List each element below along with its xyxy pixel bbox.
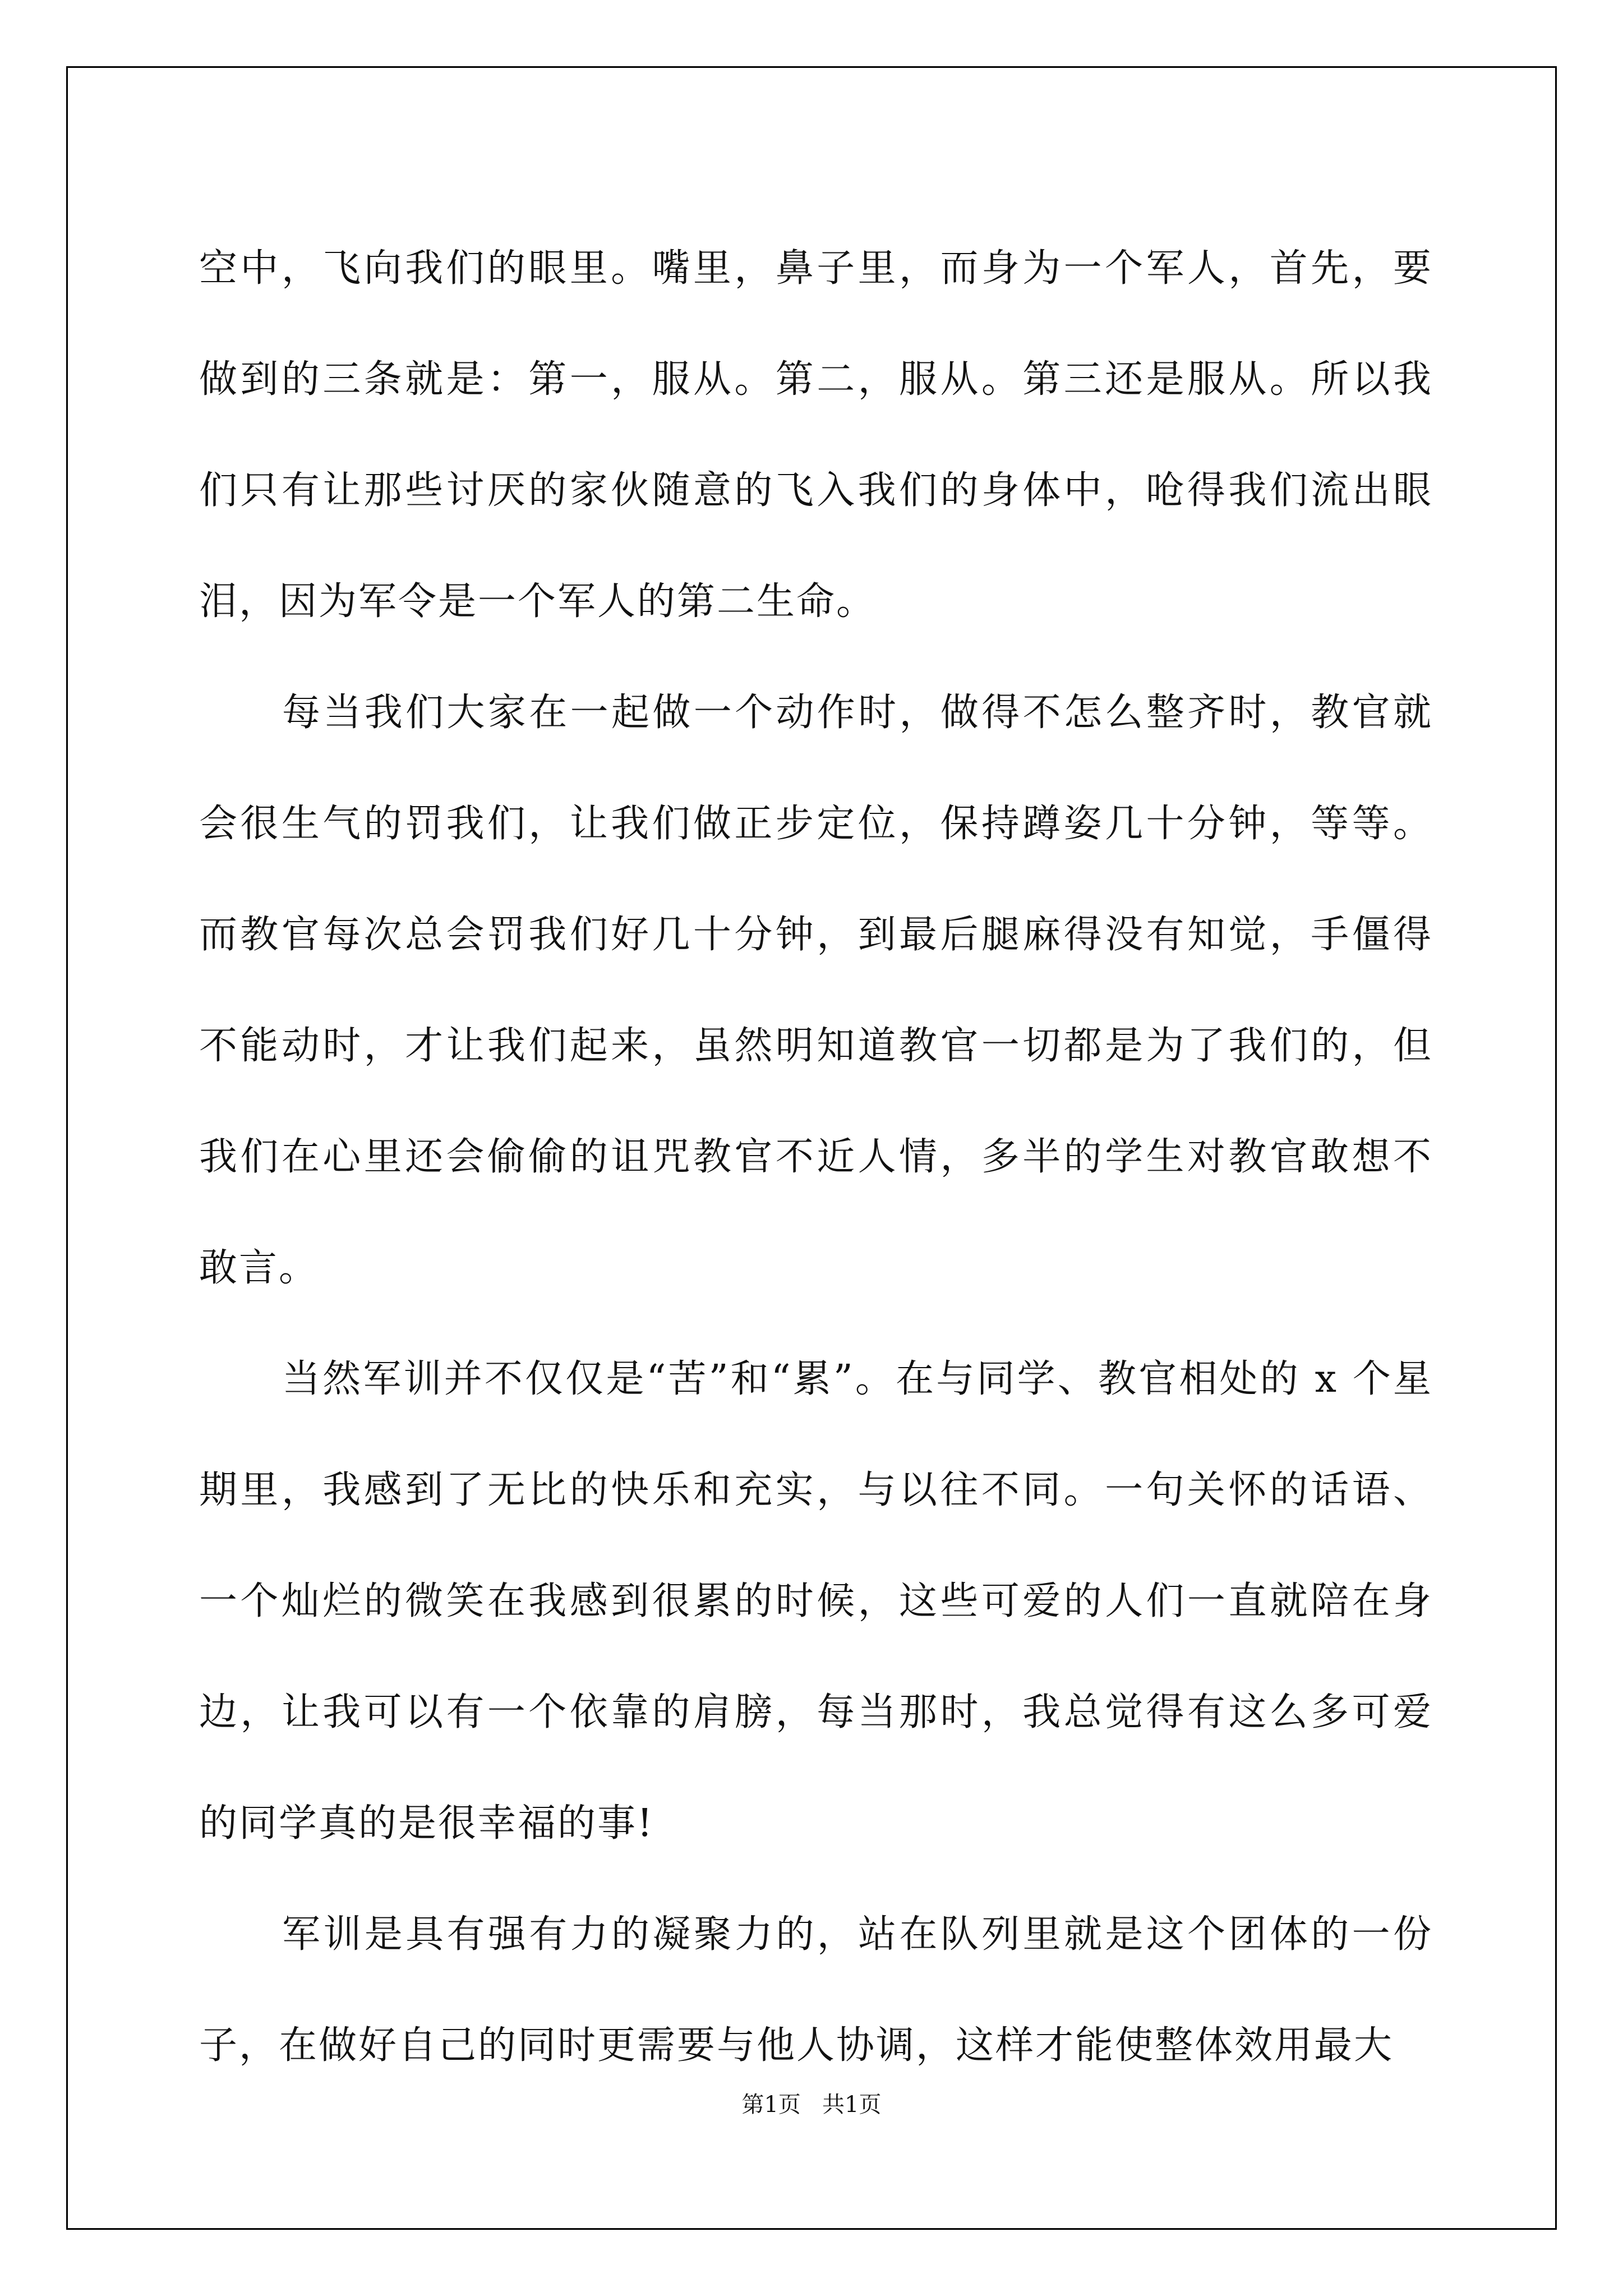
- paragraph-2: 每当我们大家在一起做一个动作时，做得不怎么整齐时，教官就会很生气的罚我们，让我们做正步定位，保持蹲姿几十分钟，等等。而教官每次总会罚我们好几十分钟，到最后腿麻得没有知觉，手僵得不能动时，才让我们起来，虽然明知道教官一切都是为了我们的，但我们在心里还会偷偷的诅咒教官不近人情，多半的学生对教官敢想不敢言。: [199, 691, 1433, 1290]
- page-footer: 第1页 共1页: [741, 2092, 882, 2118]
- paragraph-1: 空中，飞向我们的眼里。嘴里，鼻子里，而身为一个军人，首先，要做到的三条就是：第一，服从。第二，服从。第三还是服从。所以我们只有让那些讨厌的家伙随意的飞入我们的身体中，呛得我们流出眼泪，因为军令是一个军人的第二生命。: [199, 246, 1433, 624]
- document-body: [199, 213, 1433, 2101]
- paragraph-3: 当然军训并不仅仅是“苦”和“累”。在与同学、教官相处的 x 个星期里，我感到了无比的快乐和充实，与以往不同。一句关怀的话语、一个灿烂的微笑在我感到很累的时候，这些可爱的人们一直就陪在身边，让我可以有一个依靠的肩膀，每当那时，我总觉得有这么多可爱的同学真的是很幸福的事!: [199, 1357, 1433, 1846]
- paragraph-4: 军训是具有强有力的凝聚力的，站在队列里就是这个团体的一份子，在做好自己的同时更需要与他人协调，这样才能使整体效用最大: [199, 1912, 1433, 2068]
